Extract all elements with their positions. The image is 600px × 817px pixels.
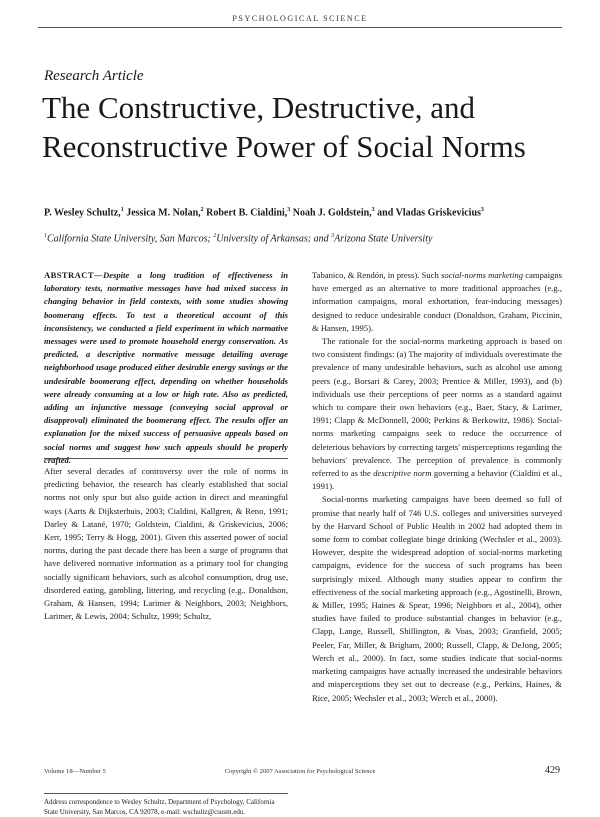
body-column-right xyxy=(312,269,562,729)
abstract-text: Despite a long tradition of effectiveness in laboratory tests, normative messages have had mixed success in changing behavior in field contexts, with some studies showing boomerang effects. To test a theoretical account of this inconsistency, we conducted a field experiment in which normative messages were used to promote household energy conservation. As predicted, a descriptive normative message detailing average neighborhood usage produced either desirable energy savings or the undesirable boomerang effect, depending on whether households were already consuming at a low or high rate. Also as predicted, adding an injunctive message (conveying social approval or disapproval) eliminated the boomerang effect. The results offer an explanation for the mixed success of persuasive appeals based on social norms and suggest how such appeals should be properly crafted. xyxy=(44,270,288,465)
body-paragraph: Social-norms marketing campaigns have been deemed so full of promise that nearly half of 746 U.S. colleges and universities surveyed by the Harvard School of Public Health in 2002 had adopted them in some form to combat collegiate binge drinking (Wechsler et al., 2003). However, despite the widespread adoption of social-norms marketing campaigns, evidence for the success of such programs has been surprisingly mixed. Although many studies appear to confirm the effectiveness of the social marketing approach (e.g., Agostinelli, Brown, & Miller, 1995; Haines & Spear, 1996; Neighbors et al., 2004), other studies have failed to produce substantial changes in behavior (e.g., Clapp, Lange, Russell, Shillington, & Voas, 2003; Granfield, 2005; Peeler, Far, Miller, & Brigham, 2000; Russell, Clapp, & DeJong, 2005; Werch et al., 2000). In fact, some studies indicate that social-norms marketing campaigns have actually increased the undesirable behaviors and misperceptions they set out to decrease (e.g., Perkins, Haines, & Rice, 2005; Wechsler et al., 2003; Werch et al., 2000). xyxy=(312,494,562,703)
footnote-rule xyxy=(44,793,288,794)
body-column-left xyxy=(44,465,288,787)
abstract xyxy=(44,269,288,467)
affiliation-list xyxy=(44,233,564,244)
author-name: and Vladas Griskevicius xyxy=(377,207,481,219)
volume-info: Volume 18—Number 5 xyxy=(44,768,106,775)
body-paragraph: Tabanico, & Rendón, in press). Such social-norms marketing campaigns have emerged as an alternative to more traditional approaches (e.g., information campaigns, moral exhortation, fear-inducing messages) designed to reduce undesirable conduct (Donaldson, Graham, Piccinin, & Hansen, 1995). xyxy=(312,270,563,333)
affiliation-mark: 1 xyxy=(44,233,47,239)
author-name: Jessica M. Nolan, xyxy=(126,207,201,219)
author-affiliation-mark: 3 xyxy=(371,207,375,213)
affiliation-mark: 2 xyxy=(213,233,217,239)
body-paragraph: After several decades of controversy over the role of norms in predicting behavior, the research has clearly established that social norms not only spur but also guide action in direct and meaningful ways (Aarts & Dijksterhuis, 2003; Cialdini, Kallgren, & Reno, 1991; Darley & Latané, 1970; Goldstein, Cialdini, & Griskevicius, 2006; Kerr, 1995; Terry & Hogg, 2001). Given this asserted power of social norms, during the past decade there has been a surge of programs that have delivered normative information as a primary tool for changing socially significant behaviors, such as alcohol consumption, drug use, disordered eating, gambling, littering, and recycling (e.g., Donaldson, Graham, & Hansen, 1994; Larimer & Neighbors, 2003; Neighbors, Larimer, & Lewis, 2004; Schultz, 1999; Schultz, xyxy=(44,466,288,622)
author-name: P. Wesley Schultz, xyxy=(44,207,121,219)
body-paragraph: The rationale for the social-norms marketing approach is based on two consistent findings: (a) The majority of individuals overestimate the prevalence of many undesirable behaviors, such as alcohol use among peers (e.g., Borsari & Carey, 2003; Prentice & Miller, 1993), and (b) individuals use their perceptions of peer norms as a standard against which to compare their own behaviors (e.g., Baer, Stacy, & Larimer, 1991; Clapp & McDonnell, 2000; Perkins & Berkowitz, 1986). Social-norms marketing campaigns seek to reduce the occurrence of deleterious behaviors by correcting targets' misperceptions regarding the behaviors' prevalence. The perception of prevalence is commonly referred to as the descriptive norm governing a behavior (Cialdini et al., 1991). xyxy=(312,336,563,492)
author-name: Robert B. Cialdini, xyxy=(206,207,288,219)
abstract-divider xyxy=(44,458,288,459)
author-list xyxy=(44,207,564,218)
copyright: Copyright © 2007 Association for Psychological Science xyxy=(224,768,376,775)
affiliation: Arizona State University xyxy=(334,233,433,245)
emphasis-term: social-norms marketing xyxy=(441,270,524,280)
article-type: Research Article xyxy=(44,68,144,84)
correspondence-footnote: Address correspondence to Wesley Schultz, Department of Psychology, California State University, San Marcos, CA 92078, e-mail: wschultz@csusm.edu. xyxy=(44,798,275,816)
author-name: Noah J. Goldstein, xyxy=(292,207,372,219)
author-affiliation-mark: 3 xyxy=(287,207,291,213)
author-affiliation-mark: 2 xyxy=(200,207,204,213)
abstract-label: ABSTRACT— xyxy=(44,270,103,280)
page-number: 429 xyxy=(545,765,560,776)
author-affiliation-mark: 1 xyxy=(120,207,124,213)
article-title: The Constructive, Destructive, and Reconstructive Power of Social Norms xyxy=(42,90,526,164)
author-affiliation-mark: 3 xyxy=(480,207,484,213)
journal-name: PSYCHOLOGICAL SCIENCE xyxy=(232,14,368,23)
header-rule xyxy=(38,27,562,28)
affiliation: University of Arkansas; and xyxy=(216,233,329,245)
affiliation: California State University, San Marcos; xyxy=(47,233,211,245)
emphasis-term: descriptive norm xyxy=(373,468,432,479)
affiliation-mark: 3 xyxy=(331,233,335,239)
